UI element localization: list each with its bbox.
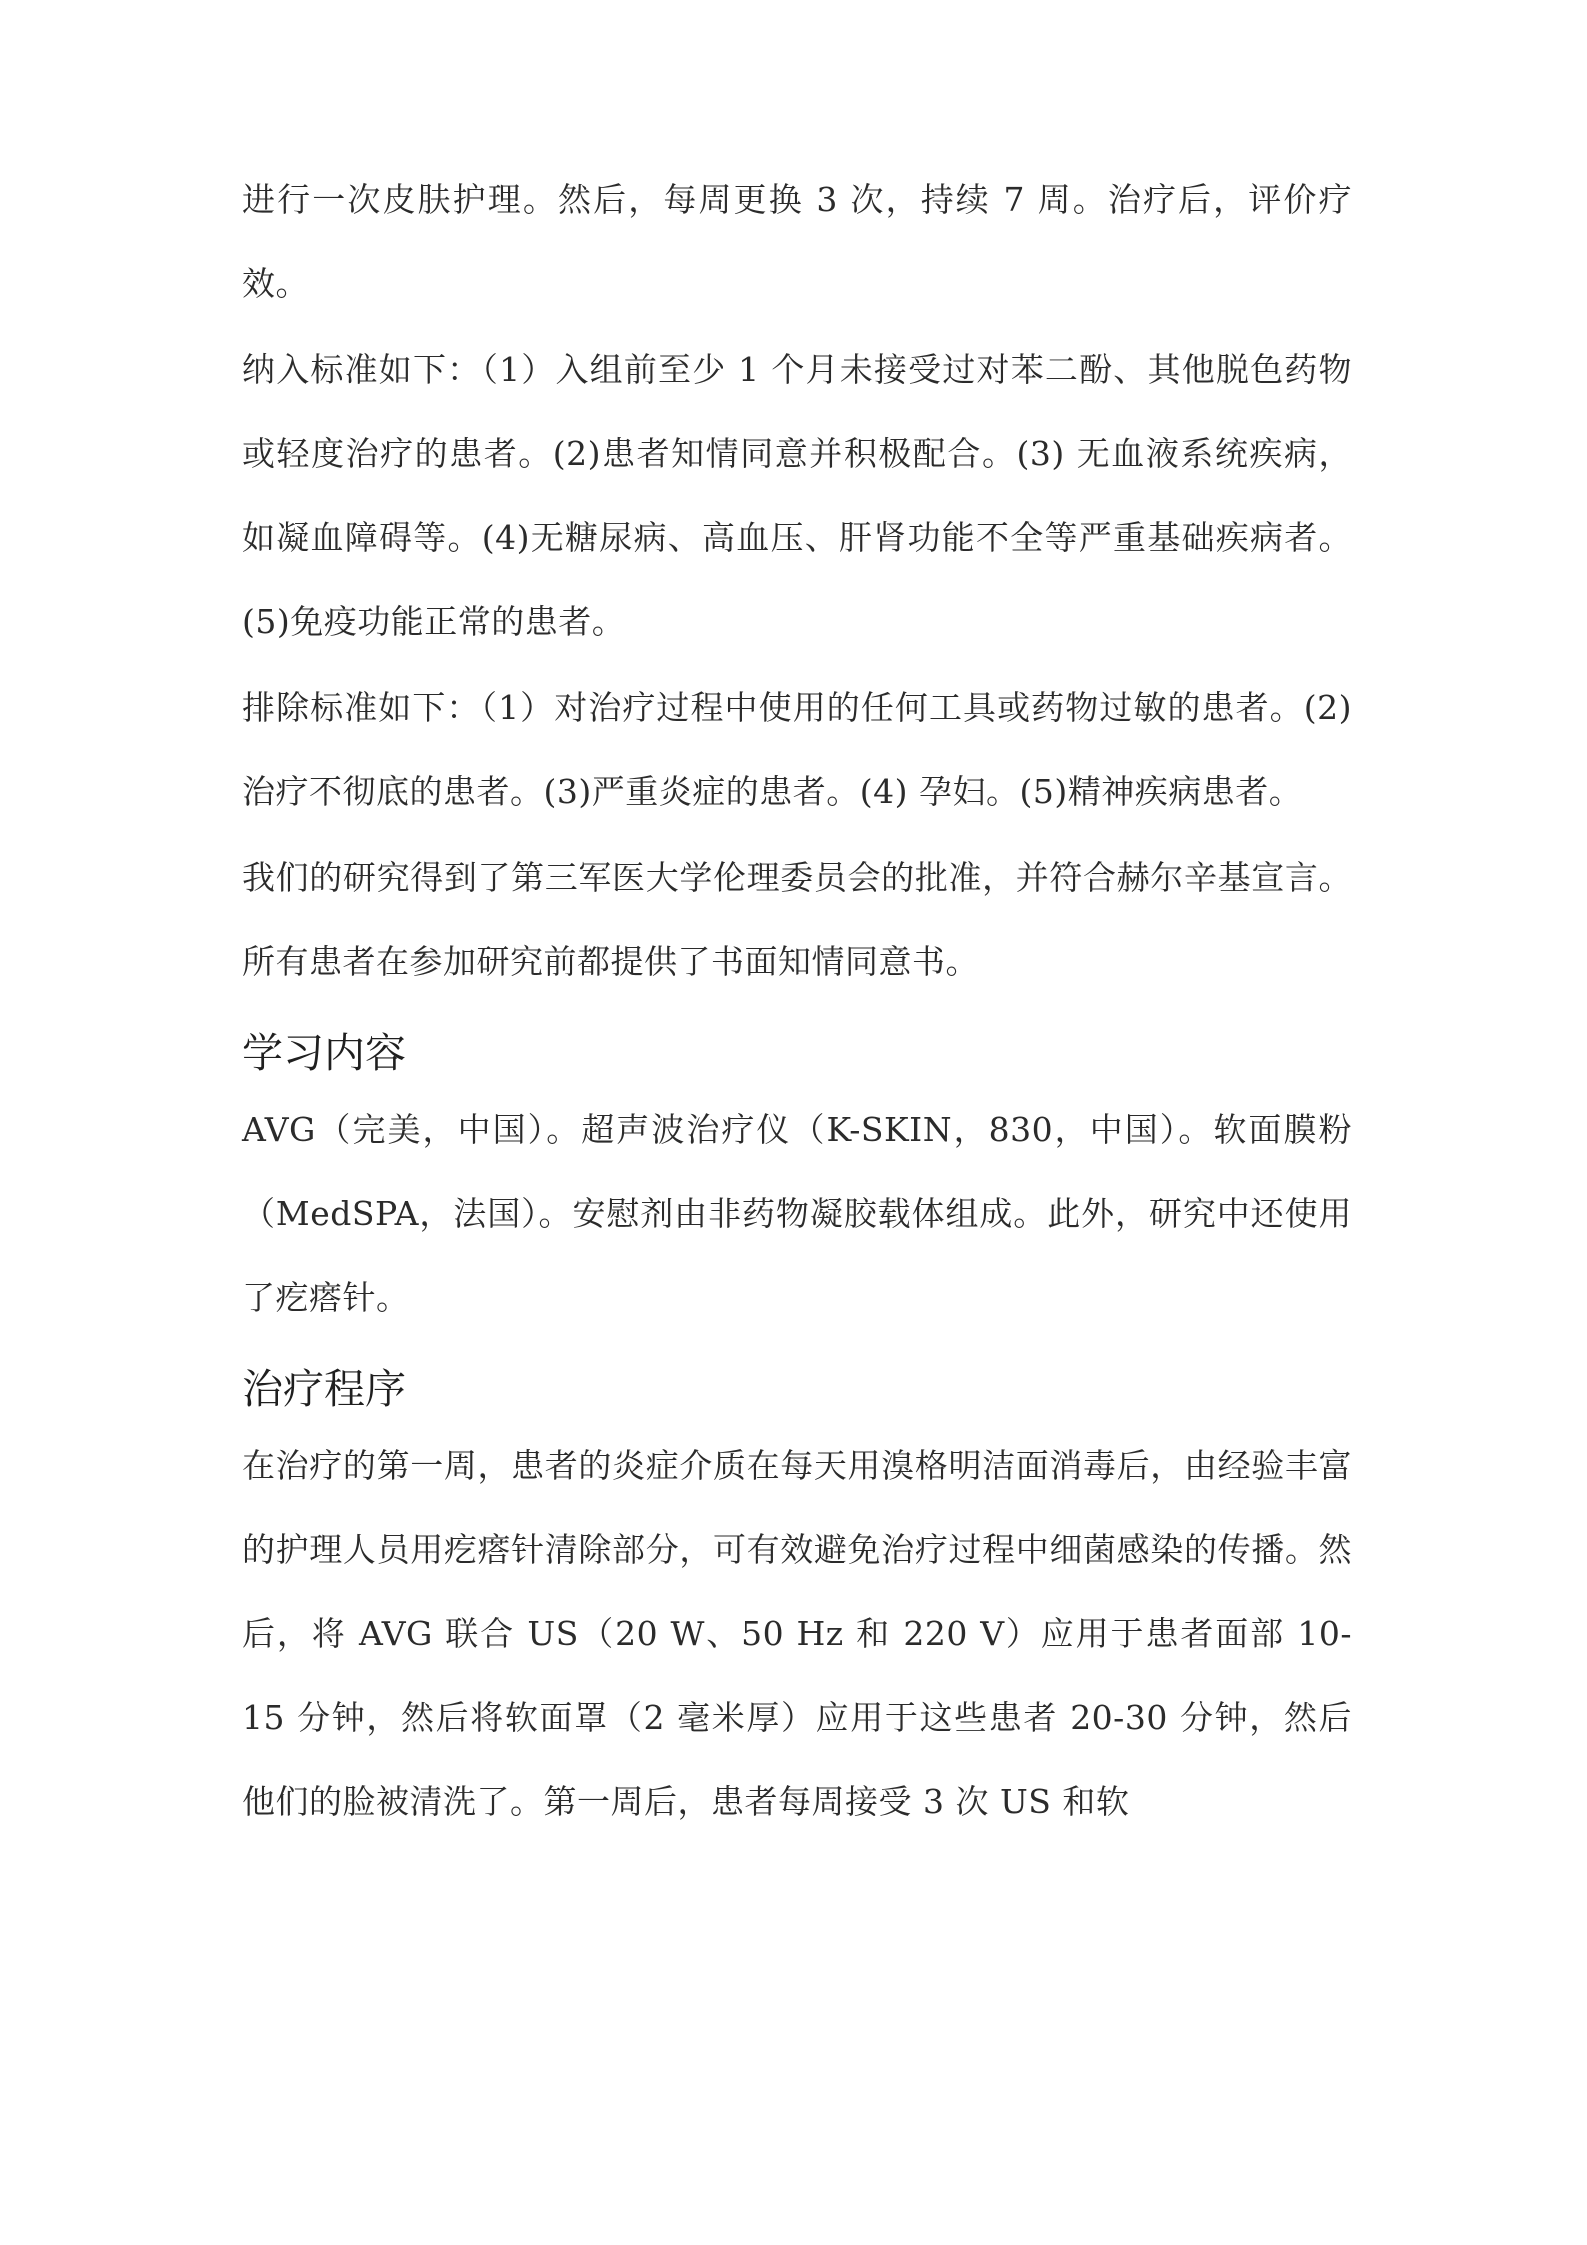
heading-materials: 学习内容 [242,1029,406,1077]
document-page [242,158,1352,1846]
paragraph-exclusion-criteria: 排除标准如下：（1）对治疗过程中使用的任何工具或药物过敏的患者。(2)治疗不彻底的患者。(3)严重炎症的患者。(4) 孕妇。(5)精神疾病患者。 [242,688,1352,811]
paragraph-treatment-followup: 进行一次皮肤护理。然后，每周更换 3 次，持续 7 周。治疗后，评价疗效。 [242,180,1352,303]
paragraph-materials: AVG（完美，中国）。超声波治疗仪（K-SKIN，830，中国）。软面膜粉（MedSPA，法国）。安慰剂由非药物凝胶载体组成。此外，研究中还使用了疙瘩针。 [242,1110,1352,1317]
paragraph-procedure: 在治疗的第一周，患者的炎症介质在每天用溴格明洁面消毒后，由经验丰富的护理人员用疙瘩针清除部分，可有效避免治疗过程中细菌感染的传播。然后，将 AVG 联合 US（20 W、50 Hz 和 220 V）应用于患者面部 10-15 分钟，然后将软面罩（2 毫米厚）应用于这些患者 20-30 分钟，然后他们的脸被清洗了。第一周后，患者每周接受 3 次 US 和软 [242,1446,1352,1821]
paragraph-inclusion-criteria: 纳入标准如下：（1）入组前至少 1 个月未接受过对苯二酚、其他脱色药物或轻度治疗的患者。(2)患者知情同意并积极配合。(3) 无血液系统疾病，如凝血障碍等。(4)无糖尿病、高血压、肝肾功能不全等严重基础疾病者。(5)免疫功能正常的患者。 [242,350,1352,641]
paragraph-ethics-approval: 我们的研究得到了第三军医大学伦理委员会的批准，并符合赫尔辛基宣言。所有患者在参加研究前都提供了书面知情同意书。 [242,858,1352,981]
heading-procedure: 治疗程序 [242,1365,406,1413]
